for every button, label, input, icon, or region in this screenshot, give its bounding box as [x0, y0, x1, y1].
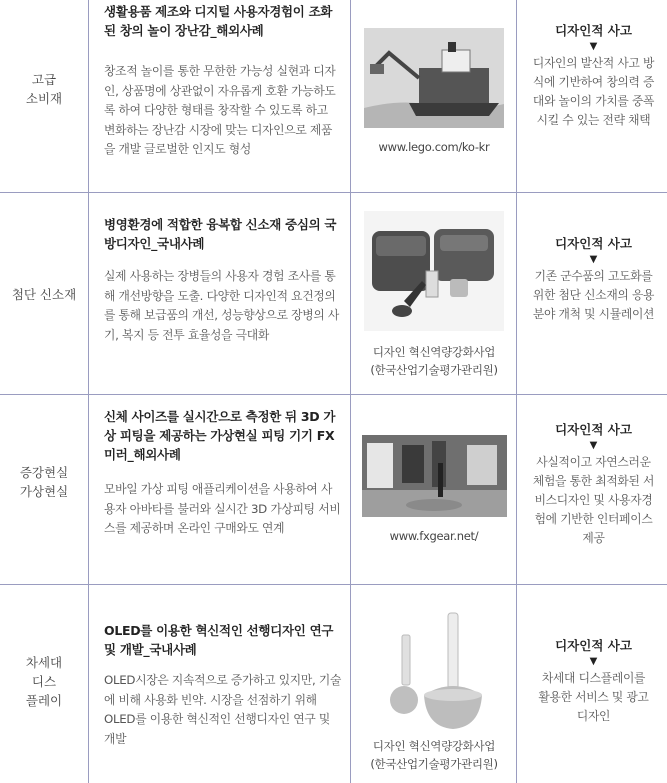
table-row	[0, 0, 667, 193]
design-thinking-heading: 디자인적 사고	[555, 236, 632, 251]
design-thinking-text: 차세대 디스플레이를 활용한 서비스 및 광고디자인	[538, 671, 649, 723]
design-thinking-text: 사실적이고 자연스러운 체험을 통한 최적화된 서비스디자인 및 사용자경험에 기반한 인터페이스 제공	[532, 455, 655, 545]
down-arrow-icon: ▼	[589, 440, 598, 451]
case-description: OLED시장은 지속적으로 증가하고 있지만, 기술에 비해 사용화 빈약. 시장을 선점하기 위해 OLED를 이용한 혁신적인 선행디자인 연구 및 개발	[104, 673, 342, 746]
military-camo-gear-photo	[364, 211, 504, 331]
image-caption: www.fxgear.net/	[389, 529, 479, 543]
design-thinking-text: 디자인의 발산적 사고 방식에 기반하여 창의력 증대와 놀이의 가치를 중폭 시킬 수 있는 전략 채택	[532, 56, 655, 127]
image-caption: www.lego.com/ko-kr	[378, 140, 490, 154]
case-description: 창조적 놀이를 통한 무한한 가능성 실현과 디자인, 상품명에 상관없이 자유롭게 호환 가능하도록 하여 다양한 형태를 창작할 수 있도록 하고 변화하는 장난감 시장에 맞는 디자인으로 제품을 개발 글로벌한 인지도 형성	[104, 64, 336, 157]
virtual-fitting-mirror-photo	[362, 435, 507, 517]
table-row	[0, 585, 667, 783]
table-row	[0, 193, 667, 395]
case-title: 신체 사이즈를 실시간으로 측정한 뒤 3D 가상 피팅을 제공하는 가상현실 피팅 기기 FX미러_해외사례	[104, 409, 336, 462]
image-caption: 디자인 혁신역량강화사업 (한국산업기술평가관리원)	[370, 739, 498, 771]
oled-lamp-design-photo	[364, 605, 504, 733]
case-description: 실제 사용하는 장병들의 사용자 경험 조사를 통해 개선방향을 도출. 다양한 디자인적 요건정의를 통해 보급품의 개선, 성능향상으로 장병의 사기, 복지 등 전투 효율성을 극대화	[104, 269, 339, 342]
down-arrow-icon: ▼	[589, 254, 598, 265]
category-label: 차세대 디스 플레이	[25, 655, 63, 708]
design-thinking-heading: 디자인적 사고	[555, 23, 632, 38]
down-arrow-icon: ▼	[589, 41, 598, 52]
lego-excavator-boat-photo	[364, 28, 504, 128]
table-row	[0, 395, 667, 585]
case-title: OLED를 이용한 혁신적인 선행디자인 연구 및 개발_국내사례	[104, 623, 334, 657]
design-thinking-heading: 디자인적 사고	[555, 422, 632, 437]
category-label: 증강현실 가상현실	[19, 465, 69, 499]
design-thinking-text: 기존 군수품의 고도화를 위한 첨단 신소재의 응용 분야 개척 및 시뮬레이션	[532, 269, 655, 321]
case-description: 모바일 가상 피팅 애플리케이션을 사용하여 사용자 아바타를 불러와 실시간 3D 가상피팅 서비스를 제공하며 온라인 구매와도 연계	[104, 482, 341, 536]
category-label: 고급 소비재	[25, 72, 63, 106]
image-caption: 디자인 혁신역량강화사업 (한국산업기술평가관리원)	[370, 345, 498, 377]
design-thinking-heading: 디자인적 사고	[555, 638, 632, 653]
down-arrow-icon: ▼	[589, 656, 598, 667]
case-title: 생활용품 제조와 디지털 사용자경험이 조화된 창의 놀이 장난감_해외사례	[104, 4, 333, 38]
case-title: 병영환경에 적합한 융복합 신소재 중심의 국방디자인_국내사례	[104, 217, 337, 251]
category-label: 첨단 신소재	[11, 287, 77, 302]
